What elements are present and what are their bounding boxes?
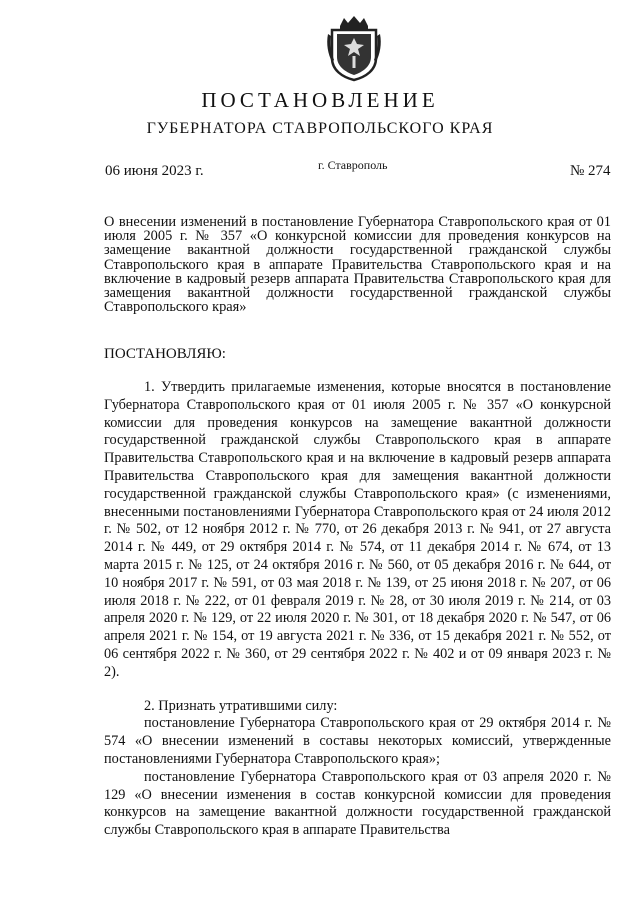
paragraph-1: 1. Утвердить прилагаемые изменения, которые вносятся в постановление Губернатора Ставропольского края от 01 июля 2005 г. № 357 «О конкурсной комиссии для проведения конкурсов на замещение вакантной должности государственной гражданской службы Ставропольского края в аппарате Правительства Ставропольского края и на включение в кадровый резерв аппарата Правительства Ставропольского края для замещения вакантной должности государственной гражданской службы Ставропольского края» (с изменениями, внесенными постановлениями Губернатора Ставропольского края от 24 июля 2012 г. № 502, от 12 ноября 2012 г. № 770, от 26 декабря 2013 г. № 941, от 27 августа 2014 г. № 449, от 29 октября 2014 г. № 574, от 11 декабря 2014 г. № 674, от 13 марта 2015 г. № 125, от 24 октября 2016 г. № 560, от 05 декабря 2016 г. № 644, от 10 ноября 2017 г. № 591, от 03 мая 2018 г. № 139, от 25 июня 2018 г. № 207, от 06 июля 2018 г. № 222, от 01 февраля 2019 г. № 28, от 30 июля 2019 г. № 214, от 03 апреля 2020 г. № 129, от 22 июля 2020 г. № 301, от 18 декабря 2020 г. № 547, от 06 апреля 2021 г. № 154, от 19 августа 2021 г. № 336, от 15 декабря 2021 г. № 552, от 06 сентября 2022 г. № 360, от 29 сентября 2022 г. № 402 и от 09 января 2023 г. № 2). [104,379,611,680]
paragraph-4: постановление Губернатора Ставропольского края от 03 апреля 2020 г. № 129 «О внесении изменения в состав конкурсной комиссии для проведения конкурсов на замещение вакантной должности государственной гражданской службы Ставропольского края в аппарате Правительства [104,768,611,839]
paragraph-2: 2. Признать утратившими силу: [144,697,338,714]
document-issuer: ГУБЕРНАТОРА СТАВРОПОЛЬСКОГО КРАЯ [146,120,494,137]
document-subject: О внесении изменений в постановление Губернатора Ставропольского края от 01 июля 2005 г. № 357 «О конкурсной комиссии для проведения конкурсов на замещение вакантной должности государственной гражданской службы Ставропольского края в аппарате Правительства Ставропольского края и на включение в кадровый резерв аппарата Правительства Ставропольского края для замещения вакантной должности государственной гражданской службы Ставропольского края» [104,214,611,316]
coat-of-arms-emblem [326,14,382,82]
paragraph-3: постановление Губернатора Ставропольского края от 29 октября 2014 г. № 574 «О внесении изменений в составы некоторых комиссий, утвержденные постановлениями Губернатора Ставропольского края»; [104,715,611,767]
document-number: № 274 [570,163,611,179]
document-title: ПОСТАНОВЛЕНИЕ [201,88,439,112]
document-date: 06 июня 2023 г. [105,163,204,179]
decree-word: ПОСТАНОВЛЯЮ: [104,346,226,362]
document-body [104,379,611,840]
document-city: г. Ставрополь [318,158,388,172]
